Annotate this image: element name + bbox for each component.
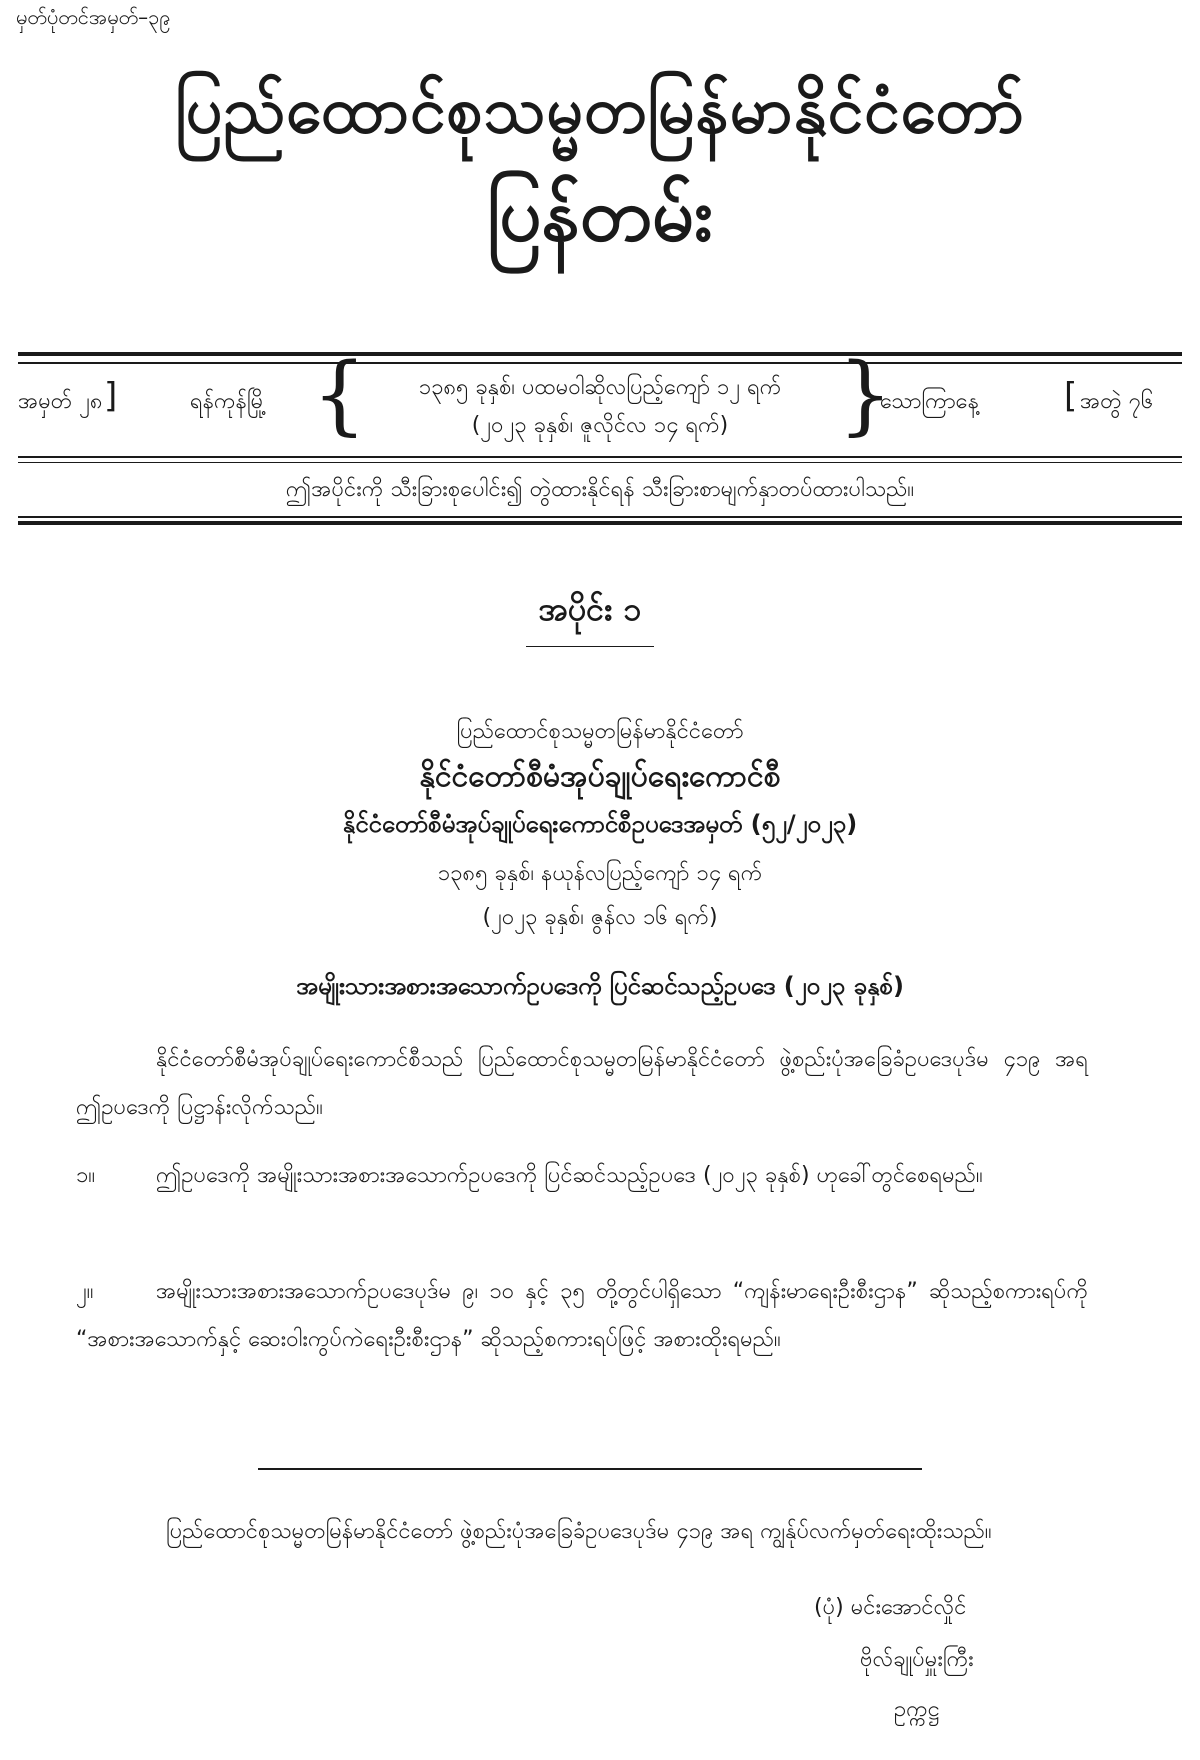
section-number: ၂။	[76, 1279, 94, 1304]
law-date-gregorian: (၂၀၂၃ ခုနှစ်၊ ဇွန်လ ၁၆ ရက်)	[482, 905, 718, 930]
issue-bracket: ]	[104, 376, 118, 416]
issue-number: အမှတ် ၂၈	[18, 389, 103, 414]
signing-statement: ပြည်ထောင်စုသမ္မတမြန်မာနိုင်ငံတော် ဖွဲ့စည်းပုံအခြေခံဥပဒေပုဒ်မ ၄၁၉ အရ ကျွန်ုပ်လက်မှတ်ရေးထိုးသည်။	[166, 1519, 992, 1544]
masthead-subtitle: ပြန်တမ်း	[486, 172, 714, 258]
preamble-paragraph: နိုင်ငံတော်စီမံအုပ်ချုပ်ရေးကောင်စီသည် ပြည်ထောင်စုသမ္မတမြန်မာနိုင်ငံတော် ဖွဲ့စည်းပုံအခြေခံဥပဒေပုဒ်မ ၄၁၉ အရ ဤဥပဒေကို ပြဋ္ဌာန်းလိုက်သည်။	[76, 1047, 1088, 1120]
city: ရန်ကုန်မြို့	[190, 389, 267, 414]
section-text: အမျိုးသားအစားအသောက်ဥပဒေပုဒ်မ ၉၊ ၁၀ နှင့် ၃၅ တို့တွင်ပါရှိသော “ကျန်းမာရေးဦးစီးဌာန” ဆိုသည့်စကားရပ်ကို “အစားအသောက်နှင့် ဆေးဝါးကွပ်ကဲရေးဦးစီးဌာန” ဆိုသည့်စကားရပ်ဖြင့် အစားထိုးရမည်။	[76, 1279, 1088, 1352]
weekday: သောကြာနေ့	[880, 389, 979, 414]
issue-date-myanmar: ၁၃၈၅ ခုနှစ်၊ ပထမဝါဆိုလပြည့်ကျော် ၁၂ ရက်	[418, 375, 782, 400]
signature-divider	[258, 1468, 922, 1470]
section-number: ၁။	[76, 1163, 96, 1188]
left-brace: {	[312, 345, 367, 445]
signatory-rank: ဗိုလ်ချုပ်မှူးကြီး	[860, 1647, 974, 1672]
law-title: အမျိုးသားအစားအသောက်ဥပဒေကို ပြင်ဆင်သည့်ဥပဒေ (၂၀၂၃ ခုနှစ်)	[295, 972, 905, 1000]
masthead-title: ပြည်ထောင်စုသမ္မတမြန်မာနိုင်ငံတော်	[174, 74, 1026, 148]
separate-page-notice: ဤအပိုင်းကို သီးခြားစုပေါင်း၍ တွဲထားနိုင်ရန် သီးခြားစာမျက်နှာတပ်ထားပါသည်။	[285, 477, 915, 502]
issuer-council: နိုင်ငံတော်စီမံအုပ်ချုပ်ရေးကောင်စီ	[419, 759, 781, 794]
volume-bracket: [	[1064, 376, 1078, 416]
registration-number: မှတ်ပုံတင်အမှတ်–၃၉	[16, 5, 171, 29]
signatory-role: ဥက္ကဋ္ဌ	[894, 1697, 940, 1722]
volume-number: အတွဲ ၇၆	[1080, 389, 1154, 414]
part-heading: အပိုင်း ၁	[526, 588, 654, 647]
divider	[18, 362, 1182, 364]
law-number: နိုင်ငံတော်စီမံအုပ်ချုပ်ရေးကောင်စီဥပဒေအမှတ် (၅၂/၂၀၂၃)	[342, 810, 858, 838]
issue-date-gregorian: (၂၀၂၃ ခုနှစ်၊ ဇူလိုင်လ ၁၄ ရက်)	[471, 413, 729, 438]
divider	[18, 521, 1182, 525]
divider	[18, 352, 1182, 356]
divider	[18, 516, 1182, 518]
section-1	[76, 1152, 1088, 1200]
signatory-name: (ပုံ) မင်းအောင်လှိုင်	[814, 1595, 967, 1620]
section-text: ဤဥပဒေကို အမျိုးသားအစားအသောက်ဥပဒေကို ပြင်ဆင်သည့်ဥပဒေ (၂၀၂၃ ခုနှစ်) ဟုခေါ်တွင်စေရမည်။	[156, 1163, 983, 1188]
right-brace: }	[838, 345, 893, 445]
divider	[18, 462, 1182, 463]
divider	[18, 456, 1182, 458]
section-2	[76, 1268, 1088, 1364]
law-date-myanmar: ၁၃၈၅ ခုနှစ်၊ နယုန်လပြည့်ကျော် ၁၄ ရက်	[437, 861, 763, 886]
issuer-state: ပြည်ထောင်စုသမ္မတမြန်မာနိုင်ငံတော်	[456, 719, 744, 744]
